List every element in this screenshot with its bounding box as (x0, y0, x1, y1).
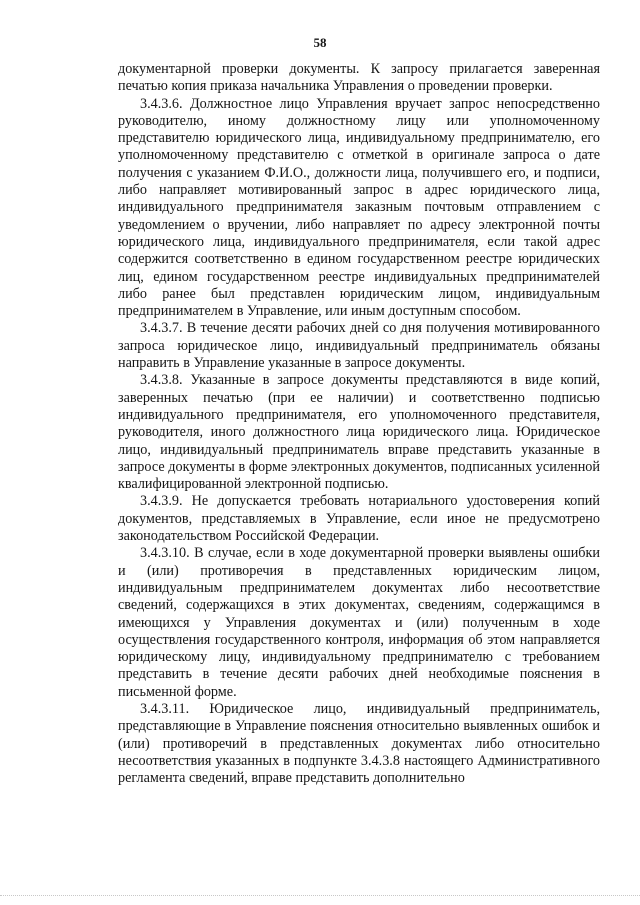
document-body (118, 61, 600, 787)
paragraph-3-4-3-10: 3.4.3.10. В случае, если в ходе документарной проверки выявлены ошибки и (или) противоречия в представленных юридическим лицом, индивидуальным предпринимателем документах либо несоответствие сведений, содержащихся в этих документах, сведениям, содержащимся в имеющихся у Управления документах и (или) полученным в ходе осуществления государственного контроля, информация об этом направляется юридическому лицу, индивидуальному предпринимателю с требованием представить в течение десяти рабочих дней необходимые пояснения в письменной форме. (118, 545, 600, 700)
paragraph-3-4-3-7: 3.4.3.7. В течение десяти рабочих дней со дня получения мотивированного запроса юридическое лицо, индивидуальный предприниматель обязаны направить в Управление указанные в запросе документы. (118, 320, 600, 372)
paragraph-3-4-3-8: 3.4.3.8. Указанные в запросе документы представляются в виде копий, заверенных печатью (при ее наличии) и соответственно подписью индивидуального предпринимателя, его уполномоченного представителя, руководителя, иного должностного лица юридического лица. Юридическое лицо, индивидуальный предприниматель вправе представить указанные в запросе документы в форме электронных документов, подписанных усиленной квалифицированной электронной подписью. (118, 372, 600, 493)
paragraph-continuation: документарной проверки документы. К запросу прилагается заверенная печатью копия приказа начальника Управления о проведении проверки. (118, 61, 600, 95)
paragraph-3-4-3-6: 3.4.3.6. Должностное лицо Управления вручает запрос непосредственно руководителю, иному должностному лицу или уполномоченному представителю юридического лица, индивидуальному предпринимателю, его уполномоченному представителю с отметкой в оригинале запроса о дате получения с указанием Ф.И.О., должности лица, получившего его, и подписи, либо направляет мотивированный запрос в адрес юридического лица, индивидуального предпринимателя заказным почтовым отправлением с уведомлением о вручении, либо направляет по адресу электронной почты юридического лица, индивидуального предпринимателя, если такой адрес содержится соответственно в едином государственном реестре юридических лиц, едином государственном реестре индивидуальных предпринимателей либо ранее был представлен юридическим лицом, индивидуальным предпринимателем в Управление, или иным доступным способом. (118, 95, 600, 320)
paragraph-3-4-3-11: 3.4.3.11. Юридическое лицо, индивидуальный предприниматель, представляющие в Управление пояснения относительно выявленных ошибок и (или) противоречий в представленных документах либо относительно несоответствия указанных в подпункте 3.4.3.8 настоящего Административного регламента сведений, вправе представить дополнительно (118, 700, 600, 787)
page-number: 58 (313, 35, 327, 50)
scan-edge-artifact (0, 895, 640, 897)
paragraph-3-4-3-9: 3.4.3.9. Не допускается требовать нотариального удостоверения копий документов, представляемых в Управление, если иное не предусмотрено законодательством Российской Федерации. (118, 493, 600, 545)
